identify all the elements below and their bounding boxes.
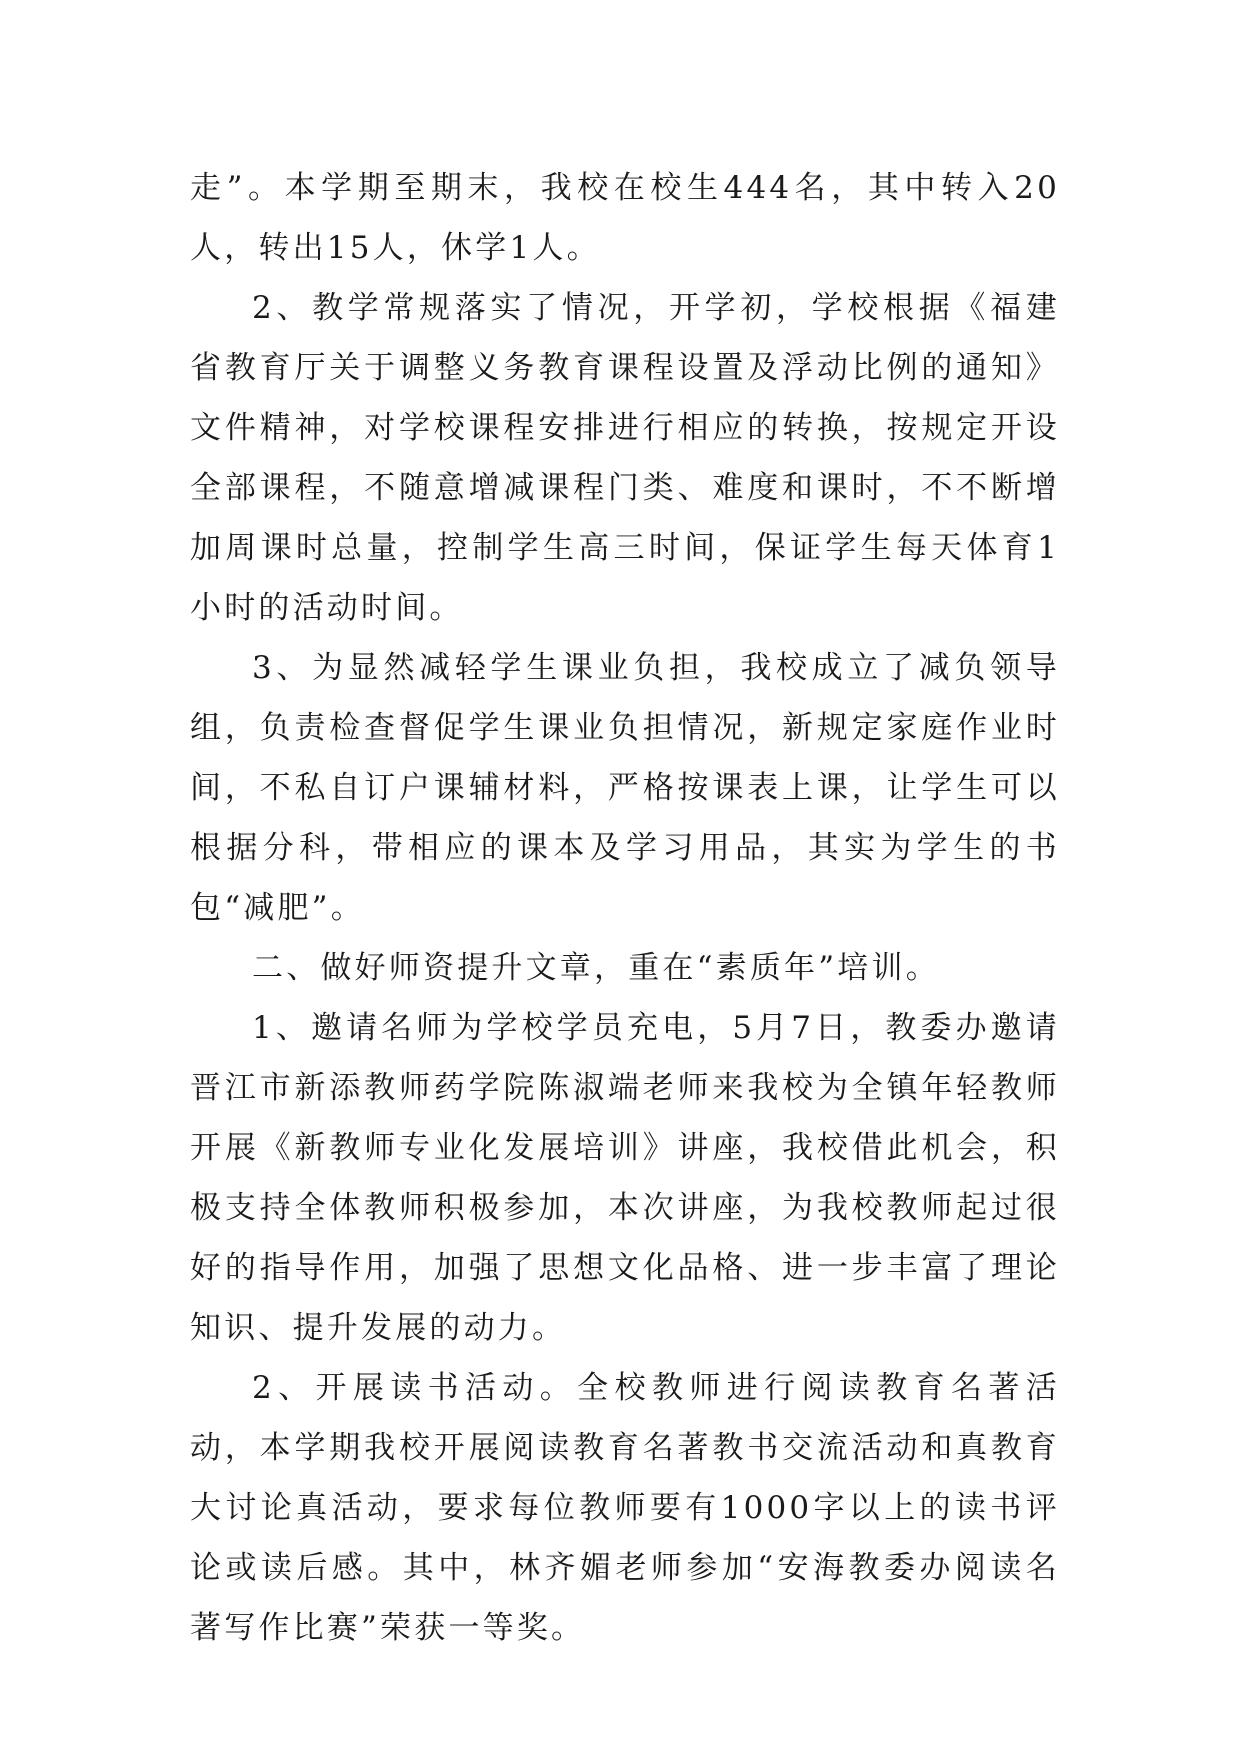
section-heading: 二、做好师资提升文章，重在“素质年”培训。 xyxy=(252,950,940,986)
paragraph-2: 2、教学常规落实了情况，开学初，学校根据《福建省教育厅关于调整义务教育课程设置及浮动比例的通知》文件精神，对学校课程安排进行相应的转换，按规定开设全部课程，不随意增减课程门类、难度和课时，不不断增加周课时总量，控制学生高三时间，保证学生每天体育1小时的活动时间。 xyxy=(190,290,1060,626)
paragraph-4: 1、邀请名师为学校学员充电，5月7日，教委办邀请晋江市新添教师药学院陈淑端老师来我校为全镇年轻教师开展《新教师专业化发展培训》讲座，我校借此机会，积极支持全体教师积极参加，本次讲座，为我校教师起过很好的指导作用，加强了思想文化品格、进一步丰富了理论知识、提升发展的动力。 xyxy=(190,1010,1060,1346)
document-body xyxy=(190,158,1060,1658)
paragraph-1: 走”。本学期至期末，我校在校生444名，其中转入20人，转出15人，休学1人。 xyxy=(190,170,1060,266)
paragraph-3: 3、为显然减轻学生课业负担，我校成立了减负领导组，负责检查督促学生课业负担情况，新规定家庭作业时间，不私自订户课辅材料，严格按课表上课，让学生可以根据分科，带相应的课本及学习用品，其实为学生的书包“减肥”。 xyxy=(190,650,1060,926)
paragraph-5: 2、开展读书活动。全校教师进行阅读教育名著活动，本学期我校开展阅读教育名著教书交流活动和真教育大讨论真活动，要求每位教师要有1000字以上的读书评论或读后感。其中，林齐媚老师参加“安海教委办阅读名著写作比赛”荣获一等奖。 xyxy=(190,1370,1060,1646)
